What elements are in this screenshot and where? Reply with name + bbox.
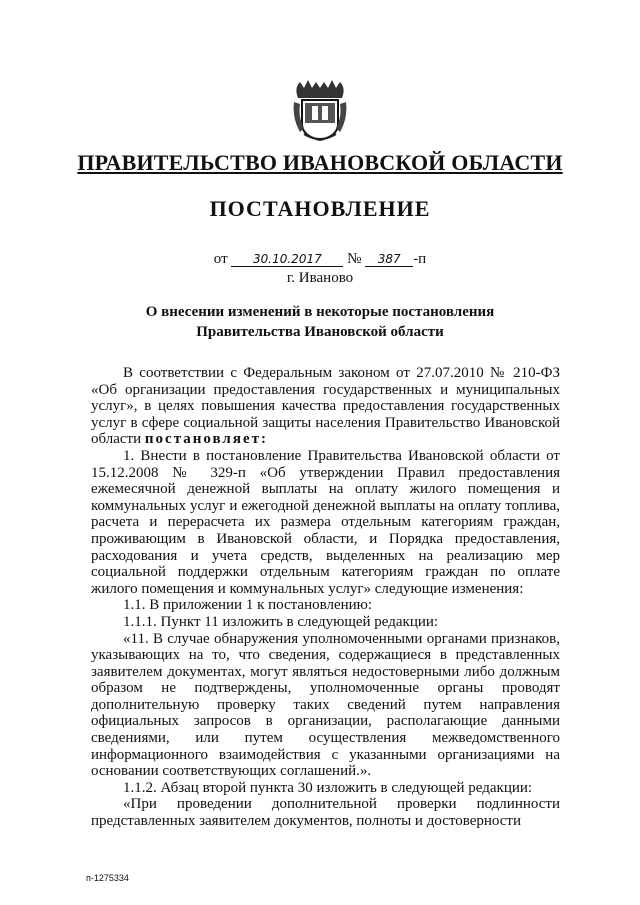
number-sign: № <box>347 251 362 267</box>
subject-line: О внесении изменений в некоторые постановления <box>145 304 495 320</box>
paragraph: 1.1.2. Абзац второй пункта 30 изложить в следующей редакции: <box>123 779 533 796</box>
paragraph: 1. Внести в постановление Правительства Ивановской области от 15.12.2008 № 329-п «Об утверждении Правил предоставления ежемесячной денежной выплаты на оплату жилого помещения и коммунальных услуг и ежегодной денежной выплаты на оплату топлива, расчета и перерасчета их размера отдельным категориям граждан, проживающим в Ивановской области, и Порядка предоставления, расходования и учета средств, выделенных на реализацию мер социальной поддержки отдельным категориям граждан по оплате жилого помещения и коммунальных услуг» следующие изменения: <box>91 447 560 597</box>
paragraph: «При проведении дополнительной проверки подлинности представленных заявителем документов, полноты и достоверности <box>91 796 560 830</box>
paragraph: 1.1.1. Пункт 11 изложить в следующей редакции: <box>123 613 439 630</box>
document-subject <box>0 302 640 342</box>
date-prefix: от <box>213 251 228 267</box>
paragraph <box>91 365 560 448</box>
document-type: ПОСТАНОВЛЕНИЕ <box>209 196 431 221</box>
paragraph-text: В соответствии с Федеральным законом от 27.07.2010 № 210-ФЗ «Об организации предоставления государственных и муниципальных услуг», в целях повышения качества предоставления государственных услуг в сфере социальной защиты населения Правительство Ивановской области <box>91 365 560 448</box>
footer-code: п-1275334 <box>86 873 129 883</box>
document-date: 30.10.2017 <box>231 252 343 267</box>
document-body <box>91 365 560 830</box>
city: г. Иваново <box>286 270 354 286</box>
government-title: ПРАВИТЕЛЬСТВО ИВАНОВСКОЙ ОБЛАСТИ <box>77 150 563 175</box>
paragraph: 1.1. В приложении 1 к постановлению: <box>123 597 373 614</box>
number-suffix: -п <box>413 251 427 267</box>
subject-line: Правительства Ивановской области <box>196 324 444 340</box>
ivanovo-coat-of-arms-icon <box>290 78 350 144</box>
resolution-keyword: постановляет: <box>144 431 268 448</box>
paragraph: «11. В случае обнаружения уполномоченными органами признаков, указывающих на то, что сведения, содержащиеся в представленных заявителем документах, могут являться недостоверными либо должным образом не подтверждены, уполномоченные органы проводят дополнительную проверку таких сведений путем направления официальных запросов в организации, располагающие данными сведениями, или путем осуществления межведомственного информационного взаимодействия с указанными организациями на основании соответствующих соглашений.». <box>91 630 560 780</box>
document-number: 387 <box>365 252 413 267</box>
date-number-line <box>0 251 640 268</box>
